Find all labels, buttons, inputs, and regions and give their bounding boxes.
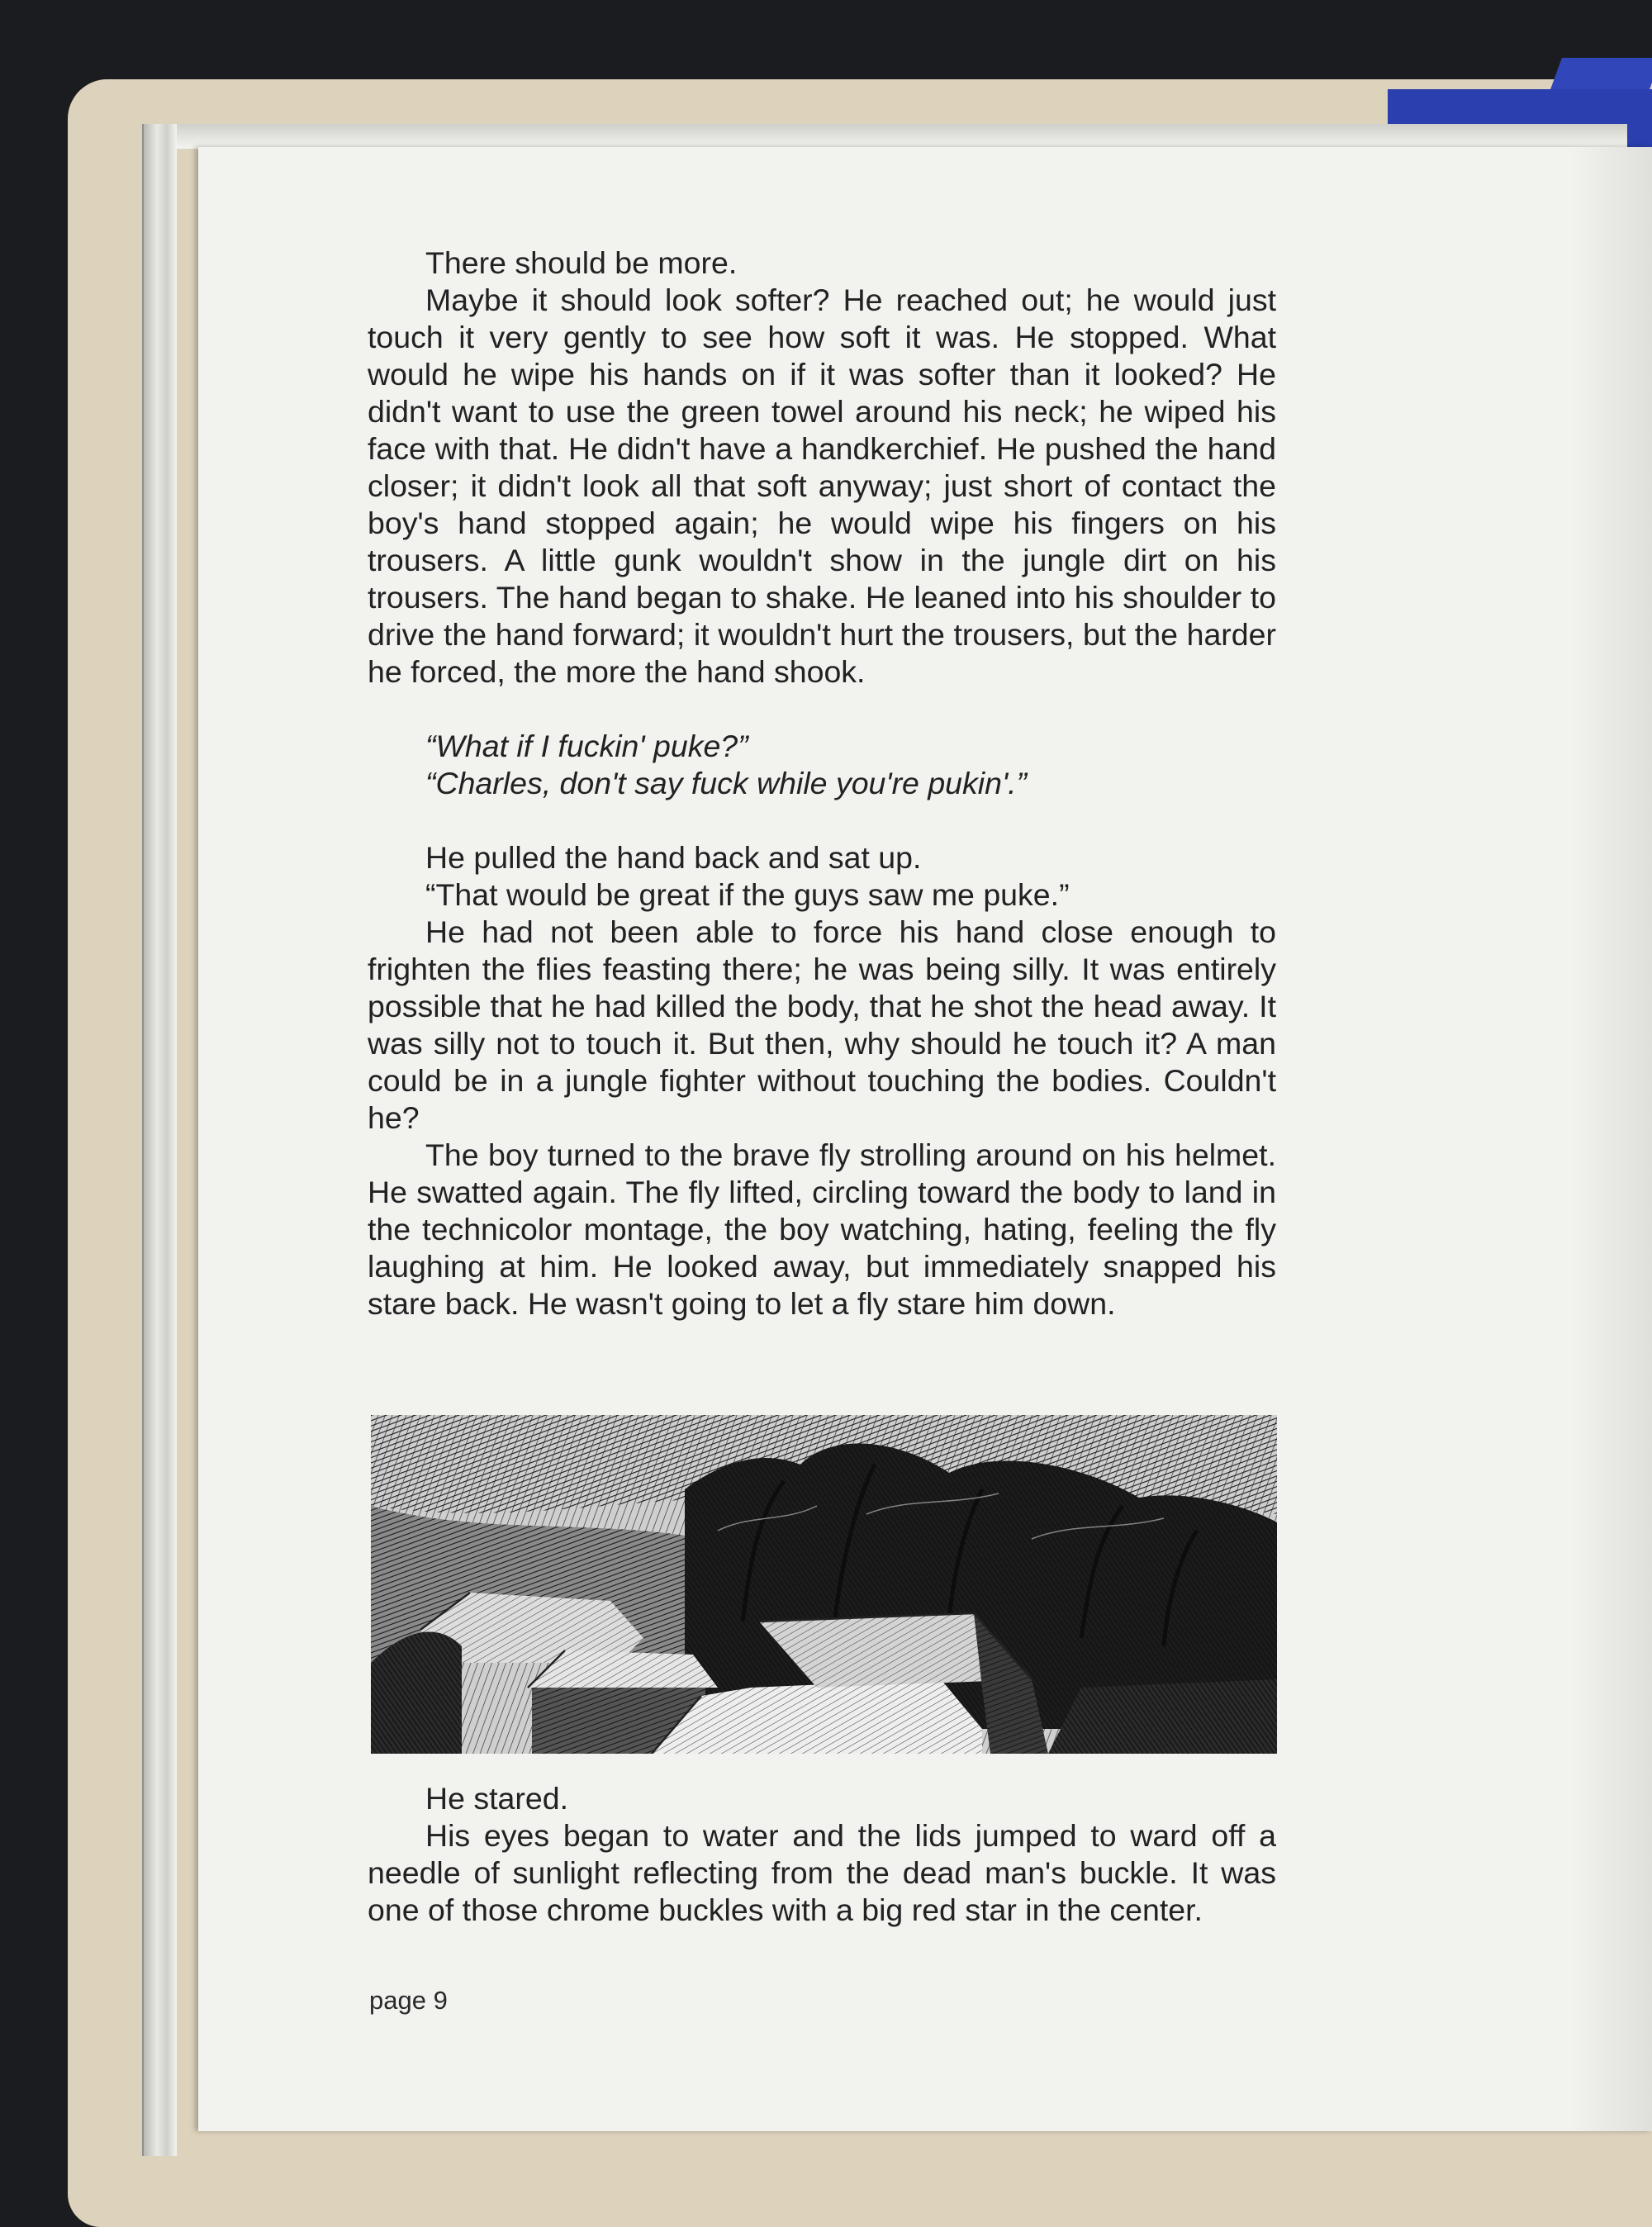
body-text-top [368, 245, 1276, 1322]
paragraph: There should be more. [425, 245, 738, 280]
paragraph: The boy turned to the brave fly strolling around on his helmet. He swatted again. The fly lifted, circling toward the body to land in the technicolor montage, the boy watching, hating, feeling the fly laughing at him. He looked away, but immediately snapped his stare back. He wasn't going to let a fly stare him down. [368, 1137, 1276, 1321]
paragraph: “That would be great if the guys saw me puke.” [425, 877, 1070, 912]
dialog-line: “Charles, don't say fuck while you're pukin'.” [425, 766, 1028, 800]
page-stack-edge [142, 124, 177, 2156]
page-stack-top [165, 124, 1627, 149]
dialog-line: “What if I fuckin' puke?” [425, 729, 748, 763]
page-curl-shadow [1569, 147, 1652, 2131]
paragraph: His eyes began to water and the lids jumped to ward off a needle of sunlight reflecting from the dead man's buckle. It was one of those chrome buckles with a big red star in the center. [368, 1818, 1276, 1927]
jungle-village-illustration [371, 1415, 1277, 1754]
page-number: page 9 [369, 1986, 448, 2015]
body-text-bottom [368, 1780, 1276, 1929]
paragraph: Maybe it should look softer? He reached out; he would just touch it very gently to see how soft it was. He stopped. What would he wipe his hands on if it was softer than it looked? He didn't want to use the green towel around his neck; he wiped his face with that. He didn't have a handkerchief. He pushed the hand closer; it didn't look all that soft anyway; just short of contact the boy's hand stopped again; he would wipe his fingers on his trousers. A little gunk wouldn't show in the jungle dirt on his trousers. The hand began to shake. He leaned into his shoulder to drive the hand forward; it wouldn't hurt the trousers, but the harder he forced, the more the hand shook. [368, 283, 1276, 689]
paragraph: He had not been able to force his hand close enough to frighten the flies feasting there; he was being silly. It was entirely possible that he had killed the body, that he shot the head away. It was silly not to touch it. But then, why should he touch it? A man could be in a jungle fighter without touching the bodies. Couldn't he? [368, 914, 1276, 1135]
paragraph: He pulled the hand back and sat up. [425, 840, 922, 875]
paragraph: He stared. [425, 1781, 568, 1816]
